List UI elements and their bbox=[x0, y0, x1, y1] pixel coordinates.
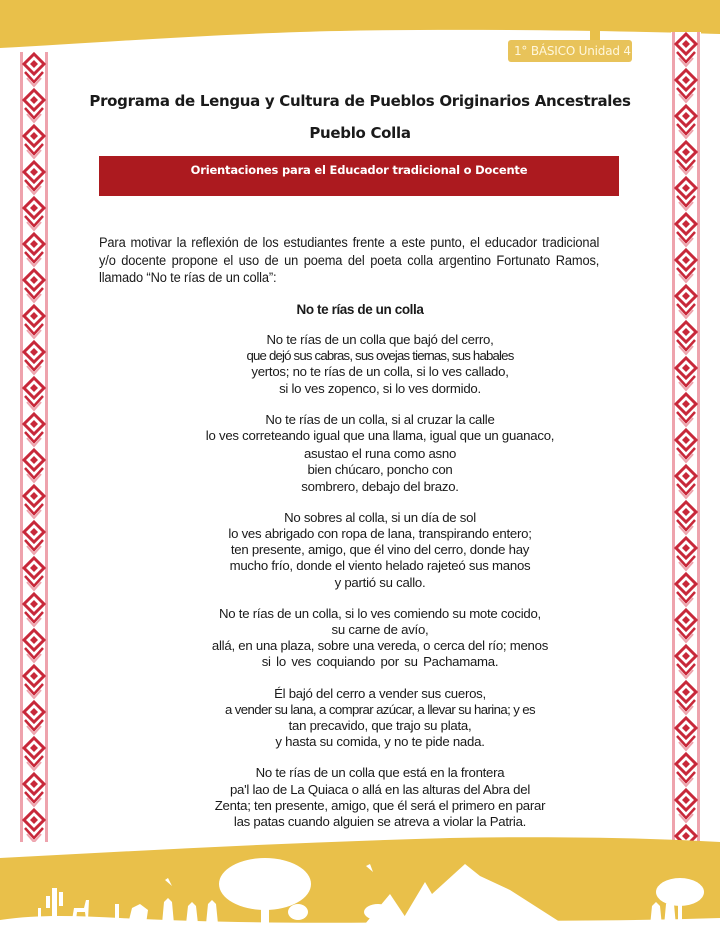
poem-line: si lo ves zopenco, si lo ves dormido. bbox=[279, 380, 481, 396]
poem-line: No te rías de un colla, si al cruzar la calle bbox=[265, 411, 495, 427]
poem-line: que dejó sus cabras, sus ovejas tiernas, sus habales bbox=[246, 348, 514, 364]
poem-stanza bbox=[160, 765, 600, 830]
poem-line: y partió su callo. bbox=[334, 574, 426, 590]
poem-stanza bbox=[160, 606, 600, 671]
poem-line: No te rías de un colla que está en la frontera bbox=[255, 765, 505, 781]
poem-line: mucho frío, donde el viento helado rajeteó sus manos bbox=[229, 558, 531, 574]
poem-line: Zenta; ten presente, amigo, que él será el primero en parar bbox=[214, 797, 546, 813]
poem-line: a vender su lana, a comprar azúcar, a llevar su harina; y es bbox=[225, 701, 535, 717]
poem-line: las patas cuando alguien se atreva a violar la Patria. bbox=[233, 814, 527, 830]
poem-stanza bbox=[160, 332, 600, 397]
landscape-footer-illustration bbox=[0, 836, 720, 932]
woven-pattern-border-left bbox=[19, 52, 49, 842]
poem-line: lo ves abrigado con ropa de lana, transpirando entero; bbox=[228, 526, 532, 542]
program-title: Programa de Lengua y Cultura de Pueblos Originarios Ancestrales bbox=[89, 92, 631, 110]
poem-line: Él bajó del cerro a vender sus cueros, bbox=[274, 685, 486, 701]
poem-line: pa'l lao de La Quiaca o allá en las alturas del Abra del bbox=[229, 781, 531, 797]
poem-line: No te rías de un colla que bajó del cerro, bbox=[266, 332, 494, 347]
intro-paragraph: Para motivar la reflexión de los estudiantes frente a este punto, el educador tradicional y/o docente propone el uso de un poema del poeta colla argentino Fortunato Ramos, llamado “No te rías de un colla”: bbox=[99, 235, 600, 285]
poem-line: No te rías de un colla, si lo ves comiendo su mote cocido, bbox=[219, 605, 541, 621]
woven-pattern-border-right bbox=[671, 32, 701, 842]
poem-line: No sobres al colla, si un día de sol bbox=[284, 509, 476, 525]
poem bbox=[160, 332, 600, 845]
poem-line: tan precavido, que trajo su plata, bbox=[288, 718, 472, 734]
poem-line: bien chúcaro, poncho con bbox=[307, 462, 453, 478]
grade-unit-badge: 1° BÁSICO Unidad 4 bbox=[508, 40, 632, 62]
poem-title: No te rías de un colla bbox=[296, 302, 424, 317]
poem-stanza bbox=[160, 412, 600, 495]
section-banner: Orientaciones para el Educador tradicional o Docente bbox=[99, 156, 619, 196]
poem-line: lo ves correteando igual que una llama, igual que un guanaco, bbox=[205, 428, 555, 444]
poem-stanza bbox=[160, 686, 600, 751]
poem-line: y hasta su comida, y no te pide nada. bbox=[275, 734, 485, 750]
poem-line: yertos; no te rías de un colla, si lo ves callado, bbox=[251, 364, 509, 380]
poem-line: ten presente, amigo, que él vino del cerro, donde hay bbox=[230, 542, 530, 558]
people-title: Pueblo Colla bbox=[309, 124, 411, 142]
poem-line: asustao el runa como asno bbox=[303, 446, 457, 462]
poem-line: su carne de avío, bbox=[331, 622, 429, 638]
poem-line: allá, en una plaza, sobre una vereda, o cerca del río; menos bbox=[211, 638, 549, 654]
poem-line: si lo ves coquiando por su Pachamama. bbox=[261, 654, 499, 670]
poem-line: sombrero, debajo del brazo. bbox=[301, 478, 459, 494]
poem-stanza bbox=[160, 510, 600, 591]
